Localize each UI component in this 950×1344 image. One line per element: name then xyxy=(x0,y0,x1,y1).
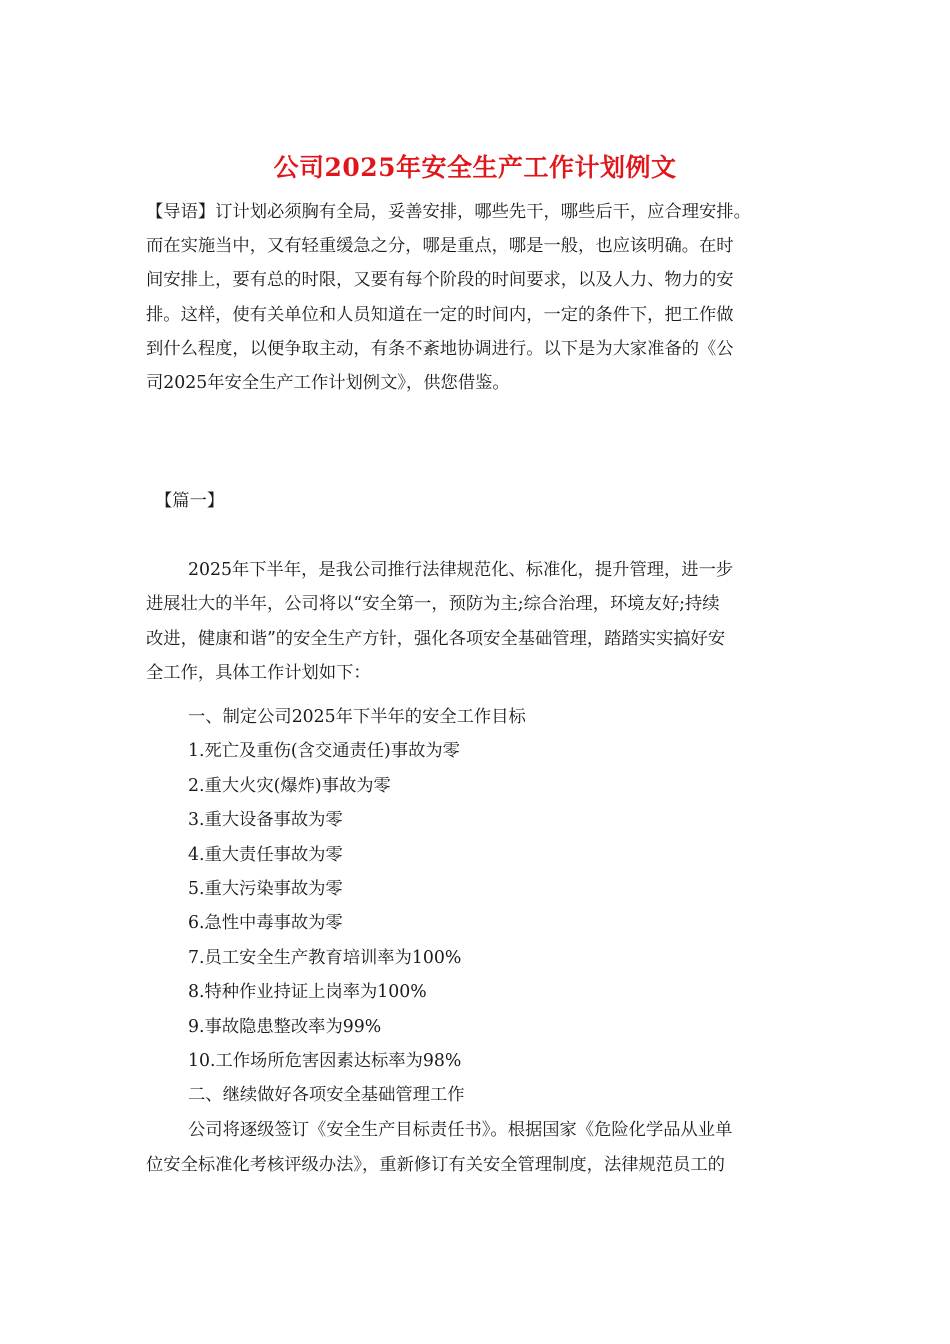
intro-line: 【导语】订计划必须胸有全局，妥善安排，哪些先干，哪些后干，应合理安排。 xyxy=(146,202,751,222)
intro-line: 而在实施当中，又有轻重缓急之分，哪是重点，哪是一般，也应该明确。在时 xyxy=(146,236,734,257)
body-paragraph xyxy=(146,553,808,691)
list-item: 10.工作场所危害因素达标率为98% xyxy=(188,1050,462,1071)
intro-line: 排。这样，使有关单位和人员知道在一定的时间内，一定的条件下，把工作做 xyxy=(146,304,734,325)
section-heading: 【篇一】 xyxy=(155,491,225,511)
list-item: 4.重大责任事故为零 xyxy=(188,844,343,865)
body-line: 全工作，具体工作计划如下： xyxy=(146,663,371,684)
body-line: 改进，健康和谐”的安全生产方针，强化各项安全基础管理，踏踏实实搞好安 xyxy=(146,628,726,649)
list-item: 一、制定公司2025年下半年的安全工作目标 xyxy=(188,707,526,727)
list-item: 8.特种作业持证上岗率为100% xyxy=(188,982,427,1003)
body-line: 2025年下半年，是我公司推行法律规范化、标准化，提升管理，进一步 xyxy=(188,560,734,580)
intro-paragraph xyxy=(146,195,808,400)
list-item: 2.重大火灾(爆炸)事故为零 xyxy=(188,775,391,796)
intro-line: 间安排上，要有总的时限，又要有每个阶段的时间要求，以及人力、物力的安 xyxy=(146,270,734,291)
intro-line: 到什么程度，以便争取主动，有条不紊地协调进行。以下是为大家准备的《公 xyxy=(146,338,734,359)
list-item: 3.重大设备事故为零 xyxy=(188,810,343,831)
tail-line: 公司将逐级签订《安全生产目标责任书》。根据国家《危险化学品从业单 xyxy=(188,1120,733,1140)
tail-paragraph xyxy=(146,1113,808,1182)
body-line: 进展壮大的半年，公司将以“安全第一，预防为主;综合治理，环境友好;持续 xyxy=(146,594,720,615)
list-item: 9.事故隐患整改率为99% xyxy=(188,1016,382,1037)
list-item: 5.重大污染事故为零 xyxy=(188,878,343,899)
goal-list xyxy=(188,700,808,1113)
list-item: 6.急性中毒事故为零 xyxy=(188,913,343,934)
document-title: 公司2025年安全生产工作计划例文 xyxy=(273,153,677,182)
tail-line: 位安全标准化考核评级办法》，重新修订有关安全管理制度，法律规范员工的 xyxy=(146,1154,725,1175)
intro-line: 司2025年安全生产工作计划例文》，供您借鉴。 xyxy=(146,372,510,393)
list-item: 1.死亡及重伤(含交通责任)事故为零 xyxy=(188,741,460,762)
list-item: 二、继续做好各项安全基础管理工作 xyxy=(188,1085,465,1106)
list-item: 7.员工安全生产教育培训率为100% xyxy=(188,947,462,968)
